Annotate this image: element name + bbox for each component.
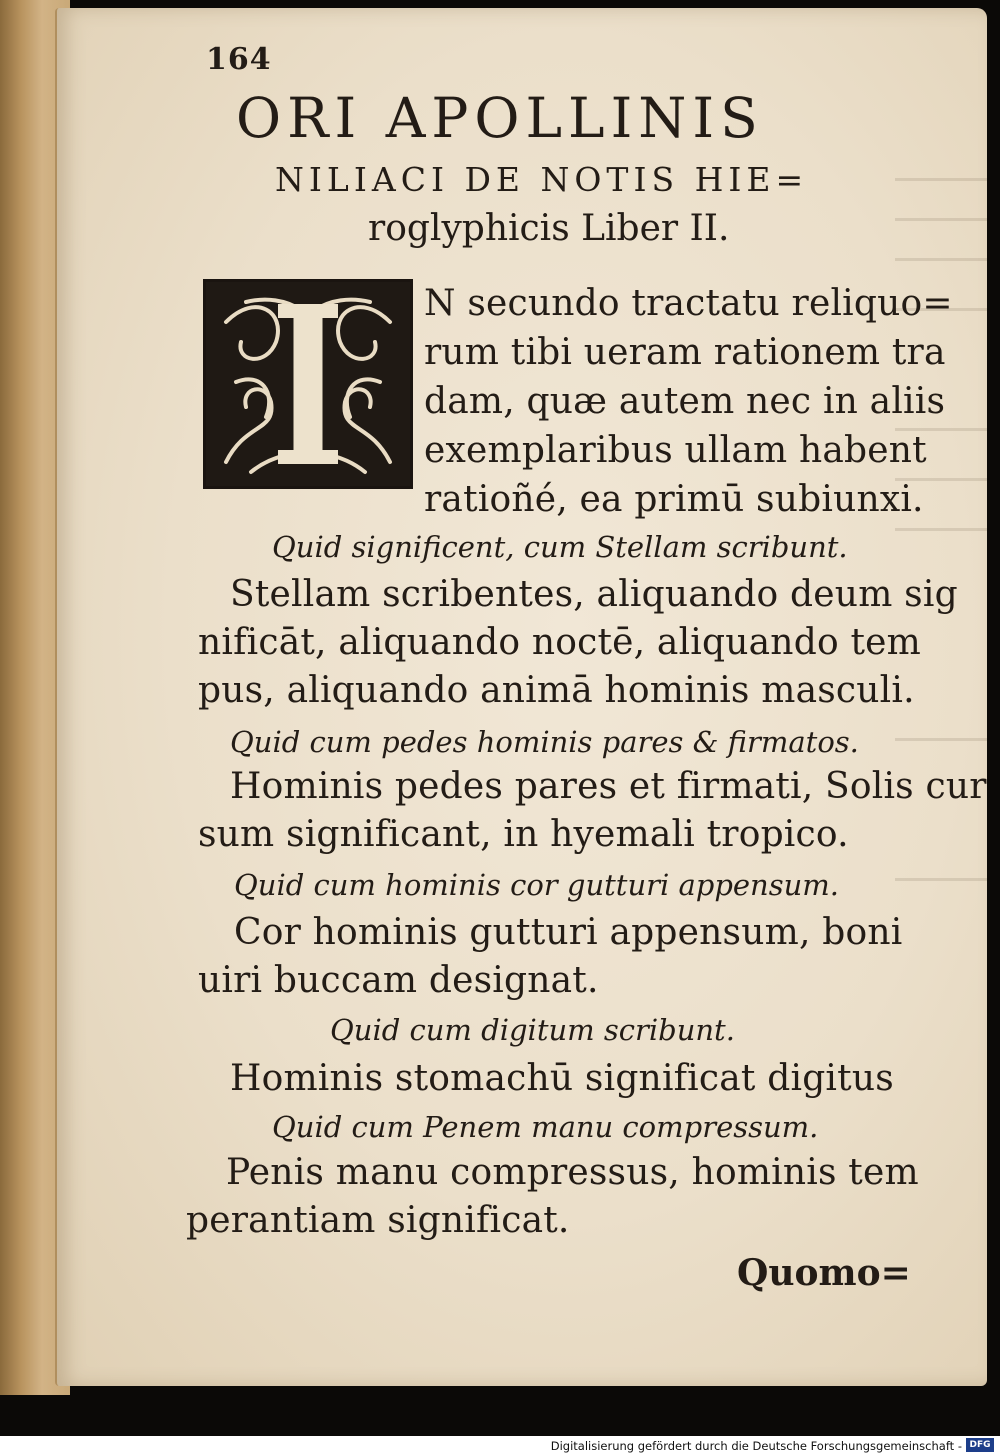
- title-line-1: ORI APOLLINIS: [236, 86, 764, 150]
- intro-line-5: ratioñé, ea primū subiunxi.: [424, 479, 924, 520]
- section-text-line: Hominis pedes pares et firmati, Solis cur: [230, 766, 987, 807]
- section-text-line: nificāt, aliquando noctē, aliquando tem: [198, 622, 921, 663]
- section-text-line: uiri buccam designat.: [198, 960, 599, 1001]
- section-heading: Quid cum pedes hominis pares & firmatos.: [230, 725, 859, 759]
- dfg-logo-icon: DFG: [966, 1438, 994, 1452]
- digitization-credit: Digitalisierung gefördert durch die Deutsche Forschungsgemeinschaft -: [550, 1439, 962, 1453]
- section-text-line: Stellam scribentes, aliquando deum sig: [230, 574, 958, 615]
- page-number: 164: [206, 42, 272, 77]
- section-heading: Quid cum hominis cor gutturi appensum.: [234, 868, 840, 902]
- section-text-line: perantiam significat.: [186, 1200, 570, 1241]
- intro-line-4: exemplaribus ullam habent: [424, 430, 927, 471]
- section-heading: Quid cum digitum scribunt.: [330, 1013, 735, 1047]
- catchword: Quomo=: [737, 1252, 911, 1294]
- decorated-initial: [203, 279, 413, 489]
- section-text-line: sum significant, in hyemali tropico.: [198, 814, 849, 855]
- section-heading: Quid cum Penem manu compressum.: [272, 1110, 819, 1144]
- intro-line-2: rum tibi ueram rationem tra: [424, 332, 946, 373]
- section-text-line: Cor hominis gutturi appensum, boni: [234, 912, 903, 953]
- intro-line-1: N secundo tractatu reliquo=: [424, 283, 953, 324]
- section-heading: Quid significent, cum Stellam scribunt.: [272, 530, 848, 564]
- title-line-2: NILIACI DE NOTIS HIE=: [275, 160, 809, 199]
- title-line-3: roglyphicis Liber II.: [368, 208, 730, 249]
- section-text-line: Penis manu compressus, hominis tem: [226, 1152, 919, 1193]
- intro-line-3: dam, quæ autem nec in aliis: [424, 381, 946, 422]
- foliate-initial-icon: [206, 282, 410, 486]
- section-text-line: pus, aliquando animā hominis masculi.: [198, 670, 915, 711]
- section-text-line: Hominis stomachū significat digitus: [230, 1058, 894, 1099]
